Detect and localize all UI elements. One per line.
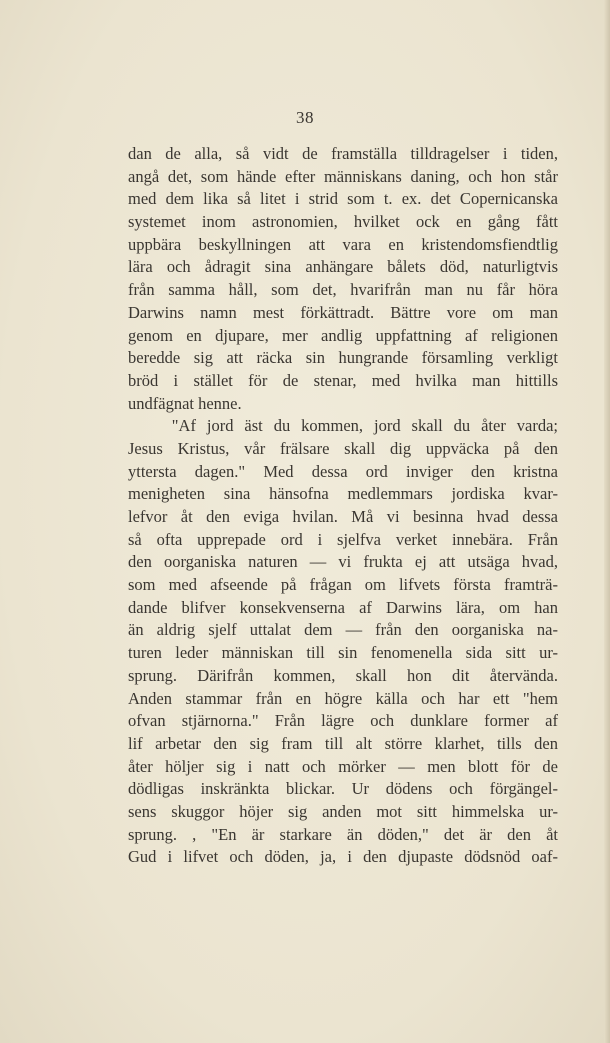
text-line: undfägnat henne.: [128, 393, 242, 413]
text-line: med dem lika så litet i strid som t. ex. det Copernicanska: [128, 189, 558, 209]
text-line: sens skuggor höjer sig anden mot sitt himmelska ur-: [128, 801, 558, 821]
text-line: "Af jord äst du kommen, jord skall du åter varda;: [128, 416, 558, 436]
text-line: Darwins namn mest förkättradt. Bättre vore om man: [128, 302, 558, 322]
text-line: lefvor åt den eviga hvilan. Må vi besinna hvad dessa: [128, 507, 558, 526]
page-edge: [604, 0, 610, 1043]
text-line: dande blifver konsekvenserna af Darwins lära, om han: [128, 597, 558, 617]
text-line: dan de alla, så vidt de framställa tilldragelser i tiden,: [128, 144, 558, 163]
text-line: ofvan stjärnorna." Från lägre och dunklare former af: [128, 711, 558, 731]
text-line: än aldrig sjelf uttalat dem — från den oorganiska na-: [128, 620, 558, 640]
text-line: lif arbetar den sig fram till alt större klarhet, tills den: [128, 733, 558, 753]
text-line: så ofta upprepade ord i sjelfva verket innebära. Från: [128, 529, 558, 549]
text-line: turen leder människan till sin fenomenella sida sitt ur-: [128, 643, 558, 663]
text-line: sprung. , "En är starkare än döden," det är den åt: [128, 824, 558, 844]
text-line: menigheten sina hänsofna medlemmars jordiska kvar-: [128, 484, 558, 504]
text-line: dödligas inskränkta blickar. Ur dödens och förgängel-: [128, 779, 558, 799]
text-line: genom en djupare, mer andlig uppfattning af religionen: [128, 325, 558, 345]
text-line: systemet inom astronomien, hvilket ock en gång fått: [128, 212, 558, 232]
text-line: som med afseende på frågan om lifvets första framträ-: [128, 575, 558, 595]
text-line: bröd i stället för de stenar, med hvilka man hittills: [128, 370, 558, 390]
body-text: [128, 143, 558, 869]
text-line: Anden stammar från en högre källa och har ett "hem: [128, 688, 558, 708]
text-line: åter höljer sig i natt och mörker — men blott för de: [128, 756, 558, 776]
text-line: från samma håll, som det, hvarifrån man nu får höra: [128, 280, 558, 300]
text-line: beredde sig att räcka sin hungrande församling verkligt: [128, 348, 558, 368]
text-line: yttersta dagen." Med dessa ord inviger den kristna: [128, 461, 558, 481]
text-line: uppbära beskyllningen att vara en kristendomsfiendtlig: [128, 234, 558, 254]
text-line: den oorganiska naturen — vi frukta ej att utsäga hvad,: [128, 552, 558, 572]
page-number: 38: [296, 108, 314, 127]
text-line: Gud i lifvet och döden, ja, i den djupaste dödsnöd oaf-: [128, 847, 558, 867]
text-line: sprung. Därifrån kommen, skall hon dit återvända.: [128, 665, 558, 685]
text-line: lära och ådragit sina anhängare bålets död, naturligtvis: [128, 257, 558, 277]
text-line: Jesus Kristus, vår frälsare skall dig uppväcka på den: [128, 438, 558, 458]
text-line: angå det, som hände efter människans daning, och hon står: [128, 166, 558, 186]
